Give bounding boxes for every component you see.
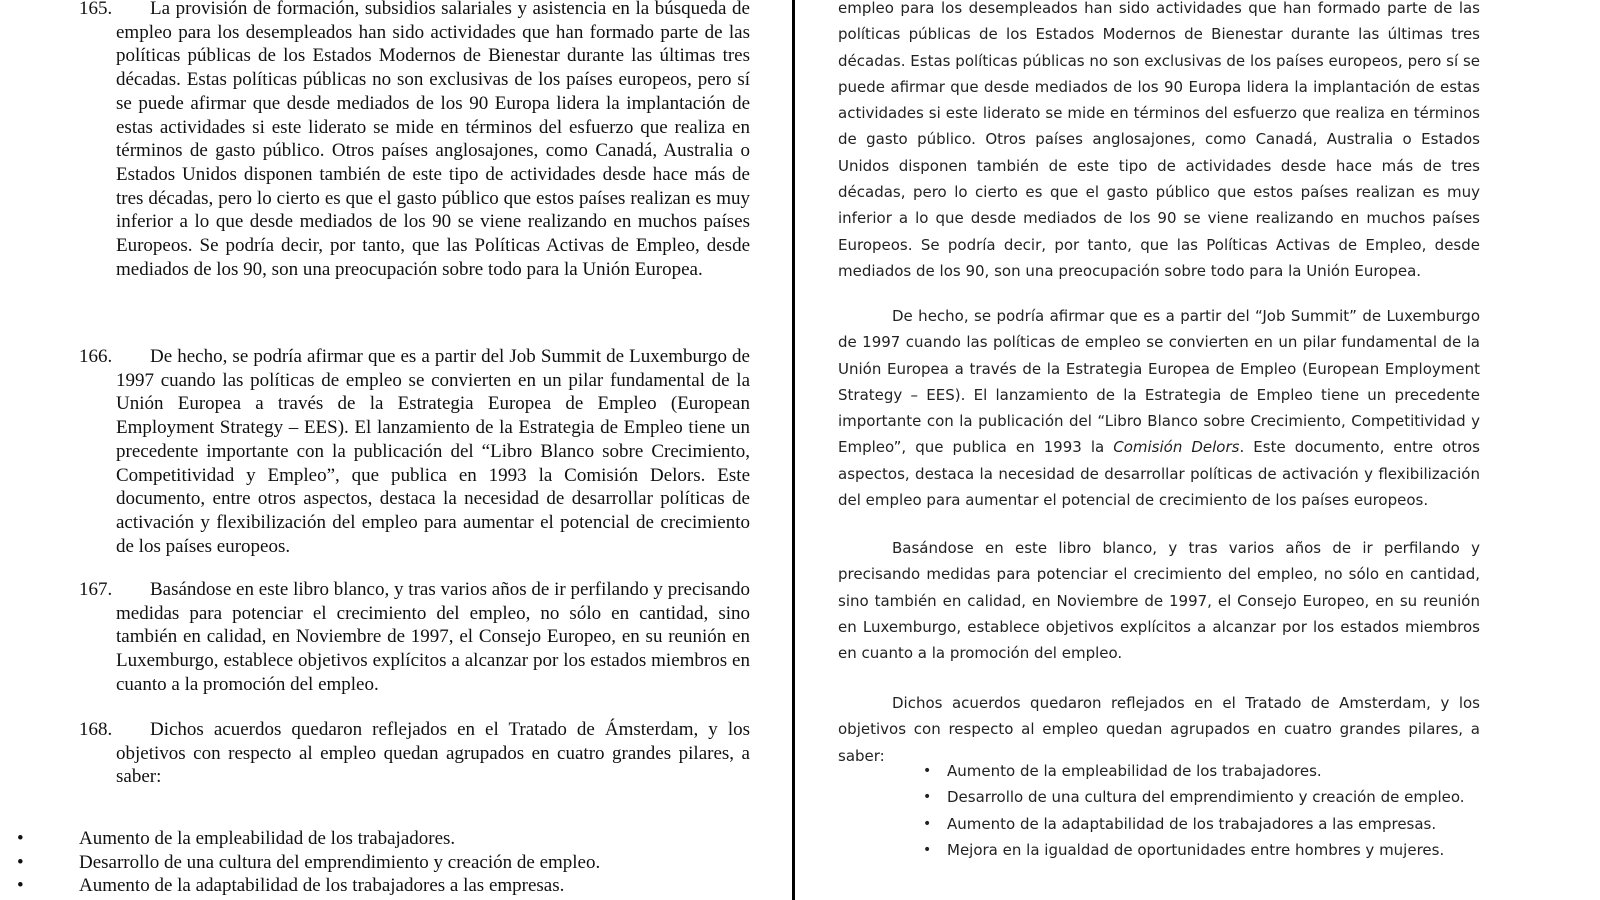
list-item (795, 784, 1555, 810)
bullet-icon: • (923, 789, 932, 806)
paragraph-166 (79, 345, 750, 558)
list-item (0, 851, 760, 875)
paragraph-number: 166. (79, 346, 113, 367)
list-item-text: Aumento de la empleabilidad de los trabajadores. (79, 828, 456, 849)
left-document-column (0, 0, 792, 900)
paragraph-text: De hecho, se podría afirmar que es a partir del Job Summit de Luxemburgo de 1997 cuando las políticas de empleo se convierten en un pilar fundamental de la Unión Europea a través de la Estrategia Europea de Empleo (European Employment Strategy – EES). El lanzamiento de la Estrategia de Empleo tiene un precedente importante con la publicación del “Libro Blanco sobre Crecimiento, Competitividad y Empleo”, que publica en 1993 la Comisión Delors. Este documento, entre otros aspectos, destaca la necesidad de desarrollar políticas de activación y flexibilización del empleo para aumentar el potencial de crecimiento de los países europeos. (116, 346, 750, 557)
paragraph-text: Basándose en este libro blanco, y tras varios años de ir perfilando y precisando medidas para potenciar el crecimiento del empleo, no sólo en cantidad, sino también en calidad, en Noviembre de 1997, el Consejo Europeo, en su reunión en Luxemburgo, establece objetivos explícitos a alcanzar por los estados miembros en cuanto a la promoción del empleo. (116, 579, 750, 695)
paragraph-text: La provisión de formación, subsidios salariales y asistencia en la búsqueda de empleo para los desempleados han sido actividades que han formado parte de las políticas públicas de los Estados Modernos de Bienestar durante las últimas tres décadas. Estas políticas públicas no son exclusivas de los países europeos, pero sí se puede afirmar que desde mediados de los 90 Europa lidera la implantación de estas actividades si este liderato se mide en términos del esfuerzo que realiza en términos de gasto público. Otros países anglosajones, como Canadá, Australia o Estados Unidos disponen también de este tipo de actividades desde hace más de tres décadas, pero lo cierto es que el gasto público que estos países realizan es muy inferior a lo que desde mediados de los 90 se viene realizando en muchos países Europeos. Se podría decir, por tanto, que las Políticas Activas de Empleo, desde mediados de los 90, son una preocupación sobre todo para la Unión Europea. (116, 0, 750, 280)
paragraph-text: Dichos acuerdos quedaron reflejados en el Tratado de Amsterdam, y los objetivos con respecto al empleo quedan agrupados en cuatro grandes pilares, a saber: (838, 694, 1480, 765)
paragraph-job-summit (838, 303, 1480, 513)
paragraph-text: Dichos acuerdos quedaron reflejados en el Tratado de Ámsterdam, y los objetivos con respecto al empleo quedan agrupados en cuatro grandes pilares, a saber: (116, 719, 750, 788)
bullet-icon: • (17, 851, 24, 873)
pillars-list (795, 758, 1555, 863)
list-item (795, 837, 1555, 863)
paragraph-number: 167. (79, 579, 113, 600)
list-item (0, 827, 760, 851)
paragraph-text: . Este documento, entre otros aspectos, destaca la necesidad de desarrollar políticas de activación y flexibilización del empleo para aumentar el potencial de crecimiento de los países europeos. (838, 438, 1480, 510)
list-item (0, 874, 760, 898)
list-item-text: Aumento de la adaptabilidad de los trabajadores a las empresas. (79, 875, 565, 897)
bullet-icon: • (17, 875, 24, 897)
bullet-icon: • (923, 763, 932, 779)
paragraph-text: Basándose en este libro blanco, y tras varios años de ir perfilando y precisando medidas para potenciar el crecimiento del empleo, no sólo en cantidad, sino también en calidad, en Noviembre de 1997, el Consejo Europeo, en su reunión en Luxemburgo, establece objetivos explícitos a alcanzar por los estados miembros en cuanto a la promoción del empleo. (838, 539, 1480, 663)
paragraph-libro-blanco (838, 535, 1480, 666)
pillars-list (0, 827, 760, 898)
paragraph-number: 168. (79, 719, 113, 740)
paragraph-continued (838, 0, 1480, 284)
paragraph-165 (79, 0, 750, 281)
list-item (795, 758, 1555, 784)
paragraph-number: 165. (79, 0, 113, 19)
list-item-text: Aumento de la adaptabilidad de los trabajadores a las empresas. (947, 814, 1437, 833)
paragraph-text: De hecho, se podría afirmar que es a partir del “Job Summit” de Luxemburgo de 1997 cuando las políticas de empleo se convierten en un pilar fundamental de la Unión Europea a través de la Estrategia Europea de Empleo (European Employment Strategy – EES). El lanzamiento de la Estrategia de Empleo tiene un precedente importante con la publicación del “Libro Blanco sobre Crecimiento, Competitividad y Empleo”, que publica en 1993 la (838, 307, 1480, 457)
italic-text: Comisión Delors (1113, 438, 1240, 457)
bullet-icon: • (17, 828, 24, 849)
paragraph-167 (79, 578, 750, 697)
bullet-icon: • (923, 841, 932, 858)
list-item-text: Desarrollo de una cultura del emprendimiento y creación de empleo. (947, 788, 1465, 807)
list-item-text: Aumento de la empleabilidad de los trabajadores. (947, 762, 1322, 780)
paragraph-text: empleo para los desempleados han sido actividades que han formado parte de las políticas públicas de los Estados Modernos de Bienestar durante las últimas tres décadas. Estas políticas públicas no son exclusivas de los países europeos, pero sí se puede afirmar que desde mediados de los 90 Europa lidera la implantación de estas actividades si este liderato se mide en términos del esfuerzo que realiza en términos de gasto público. Otros países anglosajones, como Canadá, Australia o Estados Unidos disponen también de este tipo de actividades desde hace más de tres décadas, pero lo cierto es que el gasto público que estos países realizan es muy inferior a lo que desde mediados de los 90 se viene realizando en muchos países Europeos. Se podría decir, por tanto, que las Políticas Activas de Empleo, desde mediados de los 90, son una preocupación sobre todo para la Unión Europea. (838, 0, 1480, 280)
right-document-column (795, 0, 1600, 900)
list-item (795, 811, 1555, 837)
list-item-text: Desarrollo de una cultura del emprendimiento y creación de empleo. (79, 851, 601, 873)
paragraph-168 (79, 718, 750, 789)
list-item-text: Mejora en la igualdad de oportunidades entre hombres y mujeres. (947, 840, 1445, 859)
bullet-icon: • (923, 815, 932, 832)
